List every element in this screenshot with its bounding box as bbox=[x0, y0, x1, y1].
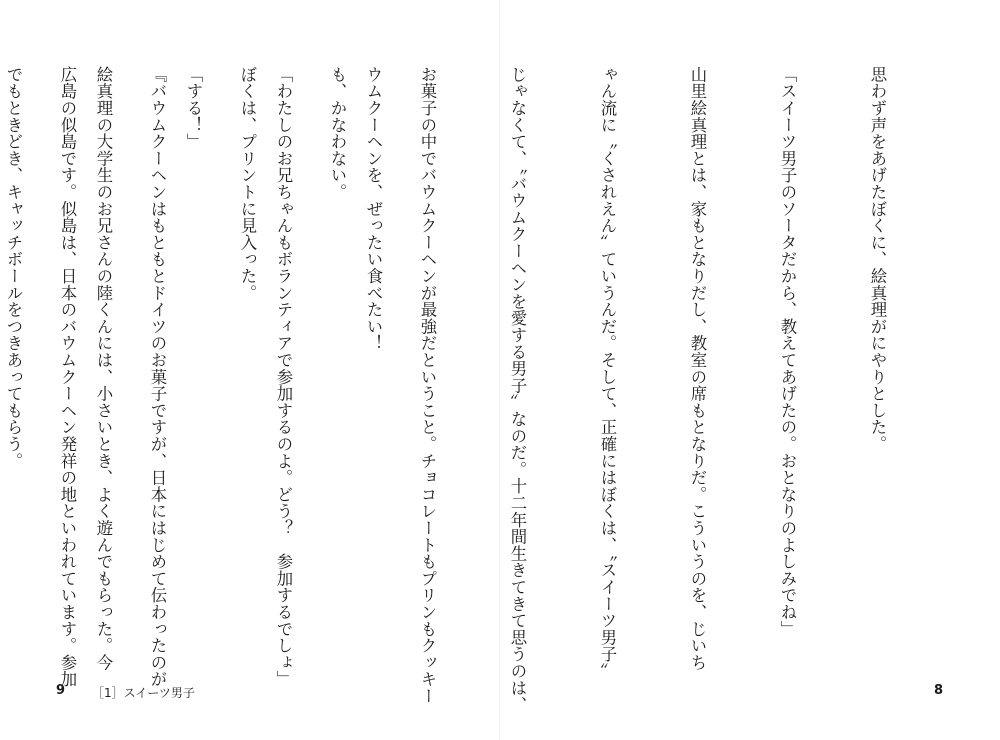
body-line: 思わず声をあげたぼくに、絵真理がにやりとした。 bbox=[868, 66, 887, 453]
body-line: お菓子の中でバウムクーヘンが最強だということ。チョコレートもプリンもクッキー bbox=[418, 66, 437, 705]
body-line: 「する！」 bbox=[184, 66, 203, 150]
body-line: ウムクーヘンを、ぜったい食べたい！ bbox=[364, 66, 383, 352]
body-line: 『バウムクーヘンはもともとドイツのお菓子ですが、日本にはじめて伝わったのが bbox=[148, 66, 167, 688]
body-line: 絵真理の大学生のお兄さんの陸くんには、小さいとき、よく遊んでもらった。今 bbox=[94, 66, 113, 671]
body-line: 「スイーツ男子のソータだから、教えてあげたの。おとなりのよしみでね」 bbox=[778, 66, 797, 638]
running-head: ［1］スイーツ男子 bbox=[92, 686, 195, 700]
body-line: じゃなくて、〝バウムクーヘンを愛する男子〟なのだ。十二年間生きてきて思うのは、 bbox=[508, 66, 527, 713]
body-line: も、かなわない。 bbox=[328, 66, 347, 201]
body-line: 「わたしのお兄ちゃんもボランティアで参加するのよ。どう？ 参加するでしょ」 bbox=[274, 66, 293, 688]
page-number-left: 9 bbox=[56, 683, 66, 698]
body-line: でもときどき、キャッチボールをつきあってもらう。 bbox=[4, 66, 23, 470]
body-line: 山里絵真理とは、家もとなりだし、教室の席もとなりだ。こういうのを、じいち bbox=[688, 66, 707, 671]
page-number-right: 8 bbox=[934, 683, 944, 698]
body-line: ゃん流に〝くされえん〟ていうんだ。そして、正確にはぼくは、〝スイーツ男子〟 bbox=[598, 66, 617, 680]
body-line: ぼくは、プリントに見入った。 bbox=[238, 66, 257, 302]
body-line: 広島の似島です。似島は、日本のバウムクーヘン発祥の地といわれています。参加 bbox=[58, 66, 77, 688]
